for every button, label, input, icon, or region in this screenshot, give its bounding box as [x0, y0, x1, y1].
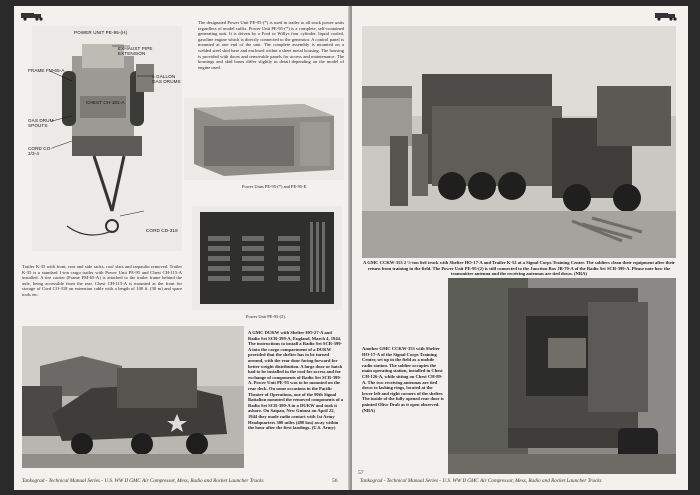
right-page-number: 57 [358, 470, 364, 476]
dukw-caption: A GMC DUKW with Shelter HO-27-A and Radio Set SCR-399-A, England, March 4, 1944. The instructions to install a Radio Set SCR-399-A into the cargo compartment of a DUKW provided that the shelter has to be turned around, with the rear door facing forward for better weight distribution. A large door or hatch had to be installed in the roof for access and for exchange of components of Radio Set SCR-399-A. Power Unit PE-95 was to be mounted on the rear deck. On some occasions in the Pacific Theater of Operations, one of the 90th Signal Battalion mounted the removed components of a Radio Set SCR-399-A in a DUKW and took it ashore. On Saipan, New Guinea on April 22, 1944 they made radio contact with 1st Army Headquarters 300 miles (480 km) away within the hour after the first landings. (U.S. Army) [248, 330, 344, 431]
left-footer: Tankograd - Technical Manual Series - U.S. WW II GMC Air Compressor, Mess, Radio and Rocket Launcher Trucks [22, 478, 264, 484]
label-frame: FRAME FM-65-A [28, 68, 65, 73]
label-cord-co: CORD CO-3/3-4 [28, 146, 53, 156]
trailer-k35-diagram [32, 26, 182, 251]
caption-pe95: Power Units PE-95-(*) and PE-95-E. [242, 184, 308, 189]
label-gas-drum-spouts: GAS DRUM SPOUTS [28, 118, 54, 128]
truck-logo-icon [654, 12, 680, 21]
dukw-photo [22, 326, 244, 468]
label-cord-cd: CORD CD-318 [146, 228, 178, 233]
left-page [14, 6, 350, 490]
top-caption: The designated Power Unit PE-95-(*) is used in trailer to all truck power units regardless of model suffix. Power Unit PE-95-(*) is a complete, self-contained generating unit. It is driven by a Ford or Willys four cylinder, liquid cooled, gasoline engine which is directly connected to the generator. A control panel is mounted at one end of the unit. The complete assembly is mounted on a welded steel skid base and enclosed within a sheet metal housing. The housing is provided with doors and removable panels for access and maintenance. The housings and skid bases differ slightly in detail depending on the model of engine used. [198, 20, 344, 70]
truck-logo-icon [20, 12, 46, 21]
left-page-number: 56 [332, 478, 338, 484]
trailer-caption: Trailer K-35 with front, rear and side racks, roof slats and tarpaulin removed. Trailer K-35 is a standard 1-ton cargo trailer with Power Unit PE-95 and Chest CH-115-A installed. A tire carrier (Frame FM-65-A) is attached to the trailer frame behind the axle, being accessible from the rear. Chest CH-115-A is mounted at the front for storage of Cord CO-318 an extension cable with a length of 100 ft. (30 m) and spare tools etc. [22, 264, 182, 297]
cckw-cleaning-photo [362, 26, 676, 258]
label-gas-drums: 5 GALLON GAS DRUMS [152, 74, 181, 84]
right-footer: Tankograd - Technical Manual Series - U.S. WW II GMC Air Compressor, Mess, Radio and Rocket Launcher Trucks [360, 478, 602, 484]
top-caption: A GMC CCKW-353 2 ½-ton 6x6 truck with Shelter HO-17-A and Trailer K-52 at a Signal Corps Training Center. The soldiers clean their equipment after their return from training in the field. The Power Unit PE-95-(2) is still connected to the Junction Box JB-70-A of the Radio Set SCR-399-A. Please note how the transmitter antenna and the receiving antennas are tied down. (NRA) [363, 260, 675, 277]
label-exhaust-pipe: EXHAUST PIPE EXTENSION [118, 46, 153, 56]
right-page [352, 6, 688, 490]
caption-pe62: Power Unit PE-95-(2). [246, 314, 286, 319]
label-chest: CHEST CH-101-A [86, 100, 125, 105]
cckw-field-station-photo [448, 278, 676, 474]
side-caption: Another GMC CCKW-353 with Shelter HO-17-A of the Signal Corps Training Center, set up in the field as a mobile radio station. The soldier occupies the main operating station, installed in Chest CH-126-A, while sitting on Chest CH-89-A. The two receiving antennas are tied down to lashing rings, located at the lower left and right corners of the shelter. The inside of the fully opened rear door is painted Olive Drab as it open observed. (NRA) [362, 346, 444, 413]
label-power-unit: POWER UNIT PE-95-(H) [74, 30, 128, 35]
power-unit-pe62-photo [192, 206, 342, 310]
power-unit-pe95-photo [184, 98, 344, 180]
